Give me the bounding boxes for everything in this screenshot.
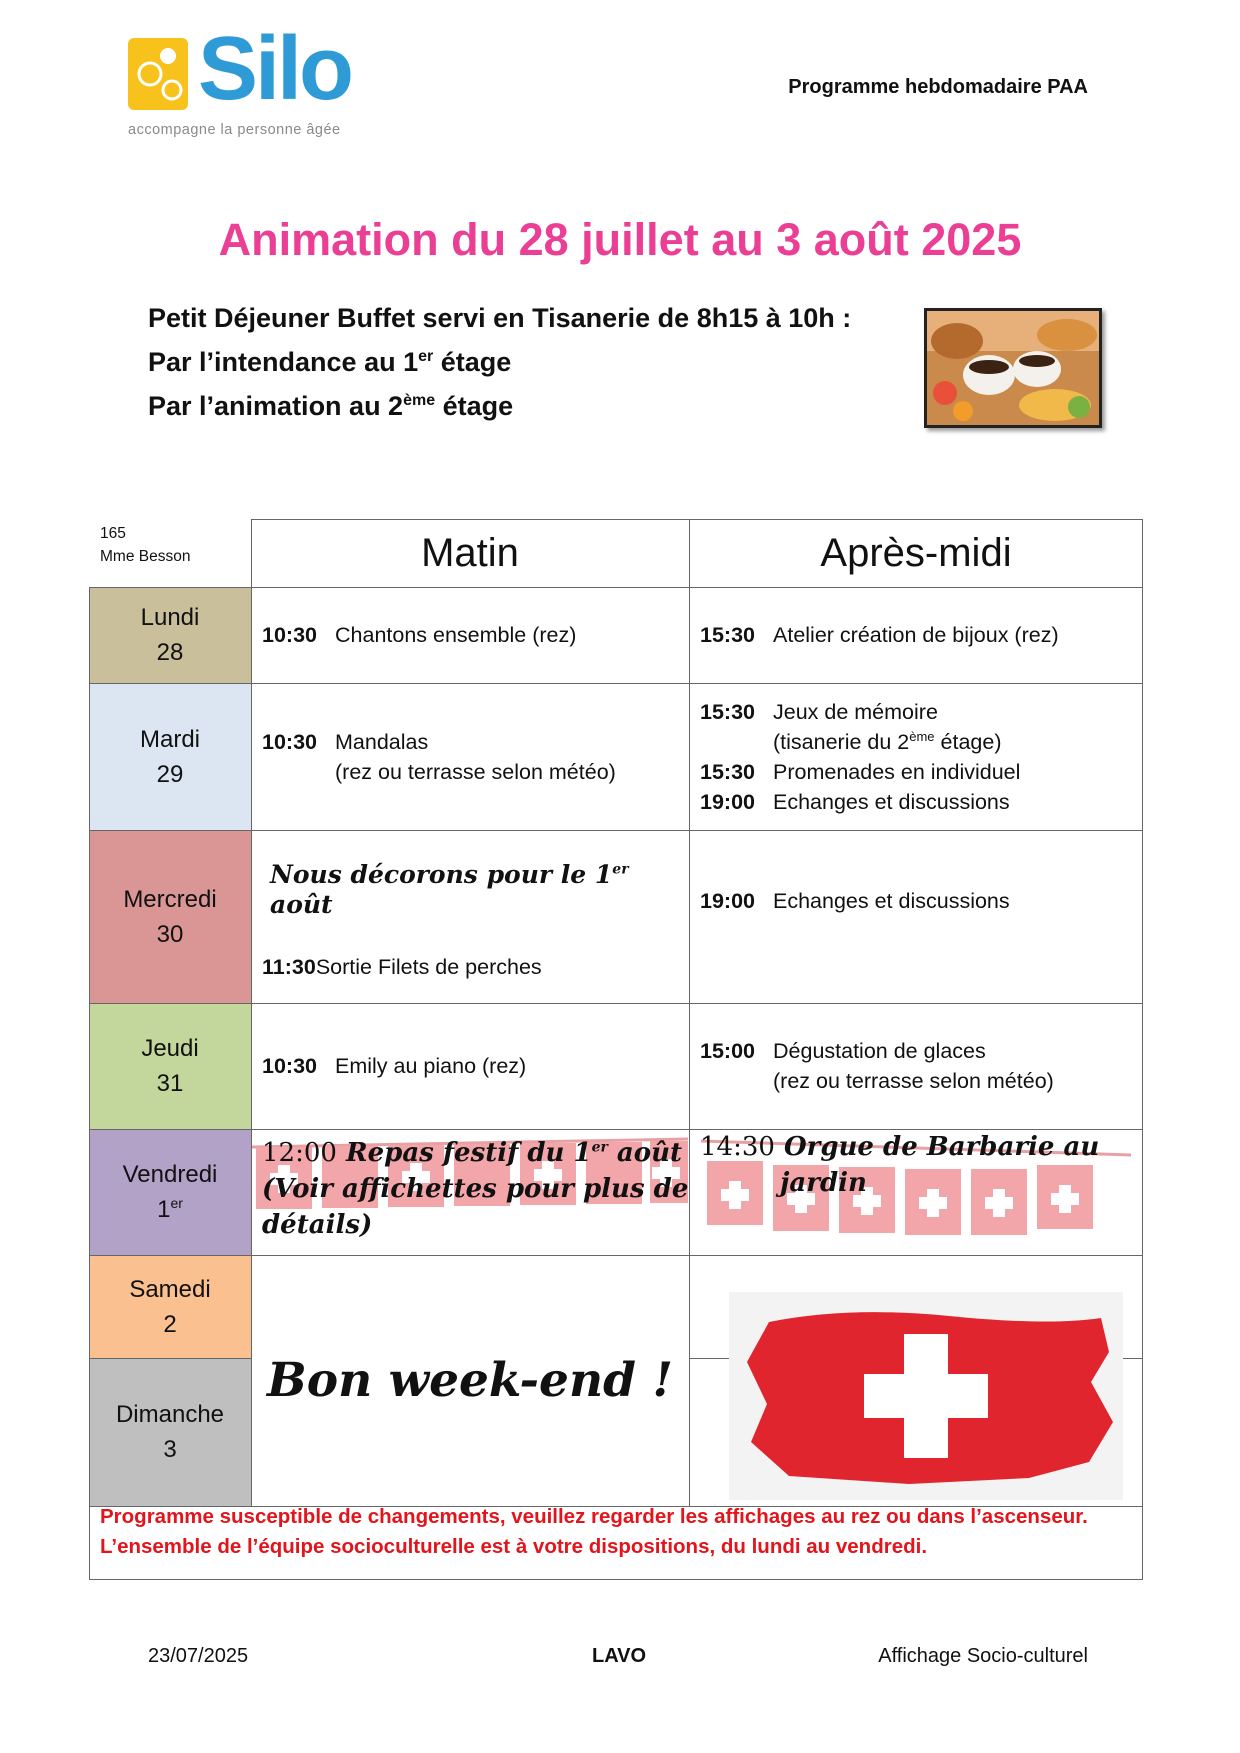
day-cell-saturday: Samedi 2 [89, 1255, 251, 1358]
breakfast-photo [924, 308, 1102, 428]
activity-thursday-morning: 10:30 Emily au piano (rez) [262, 1054, 527, 1078]
day-cell-thursday: Jeudi 31 [89, 1003, 251, 1129]
column-header-morning: Matin [421, 530, 519, 575]
weekend-message: Bon week-end ! [267, 1353, 673, 1408]
schedule-table [89, 519, 1143, 1580]
breakfast-info [148, 296, 851, 428]
program-label: Programme hebdomadaire PAA [788, 76, 1088, 98]
logo-mark-icon [128, 38, 190, 112]
day-cell-friday: Vendredi 1er [89, 1129, 251, 1255]
notice-line-1: Programme susceptible de changements, veuillez regarder les affichages au rez ou dans l’ascenseur. [100, 1505, 1088, 1528]
activity-tuesday-morning: 10:30 Mandalas (rez ou terrasse selon météo) [262, 729, 616, 784]
activity-wednesday-afternoon: 19:00 Echanges et discussions [700, 889, 1010, 913]
activity-monday-afternoon: 15:30 Atelier création de bijoux (rez) [700, 623, 1059, 647]
column-header-afternoon: Après-midi [820, 530, 1012, 575]
footer-date: 23/07/2025 [148, 1645, 249, 1667]
room-number: 165 [100, 525, 126, 542]
logo-word: Silo [198, 19, 352, 119]
breakfast-line-1: Petit Déjeuner Buffet servi en Tisanerie de 8h15 à 10h : [148, 303, 852, 333]
notice-line-2: L’ensemble de l’équipe socioculturelle est à votre dispositions, du lundi au vendredi. [100, 1535, 928, 1558]
logo-tagline: accompagne la personne âgée [128, 122, 341, 138]
footer-author: LAVO [592, 1645, 647, 1667]
day-cell-monday: Lundi 28 [89, 587, 251, 683]
activity-friday-morning: 12:00 Repas festif du 1er août (Voir affichettes pour plus de détails) [262, 1138, 689, 1240]
change-notice [100, 1502, 1088, 1562]
decoration-note: Nous décorons pour le 1er août [270, 860, 629, 919]
activity-monday-morning: 10:30 Chantons ensemble (rez) [262, 623, 577, 647]
day-cell-sunday: Dimanche 3 [89, 1358, 251, 1506]
footer-category: Affichage Socio-culturel [878, 1645, 1088, 1667]
resident-name: Mme Besson [100, 548, 191, 565]
activity-friday-afternoon: 14:30 Orgue de Barbarie au jardin [700, 1132, 1100, 1198]
activity-tuesday-afternoon: 15:30 Jeux de mémoire (tisanerie du 2ème étage) 15:30 Promenades en individuel 19:00 Echanges et discussions [700, 699, 1021, 814]
day-cell-wednesday: Mercredi 30 [89, 830, 251, 1003]
silo-logo [128, 19, 378, 140]
breakfast-line-3: Par l’animation au 2ème étage [148, 391, 514, 421]
day-cell-tuesday: Mardi 29 [89, 683, 251, 830]
swiss-flag-icon [729, 1292, 1123, 1500]
page-title: Animation du 28 juillet au 3 août 2025 [218, 214, 1022, 265]
breakfast-line-2: Par l’intendance au 1er étage [148, 347, 512, 377]
activity-thursday-afternoon: 15:00 Dégustation de glaces (rez ou terrasse selon météo) [700, 1039, 1054, 1093]
activity-wednesday-morning: Nous décorons pour le 1er août 11:30 Sortie Filets de perches [251, 830, 689, 1003]
